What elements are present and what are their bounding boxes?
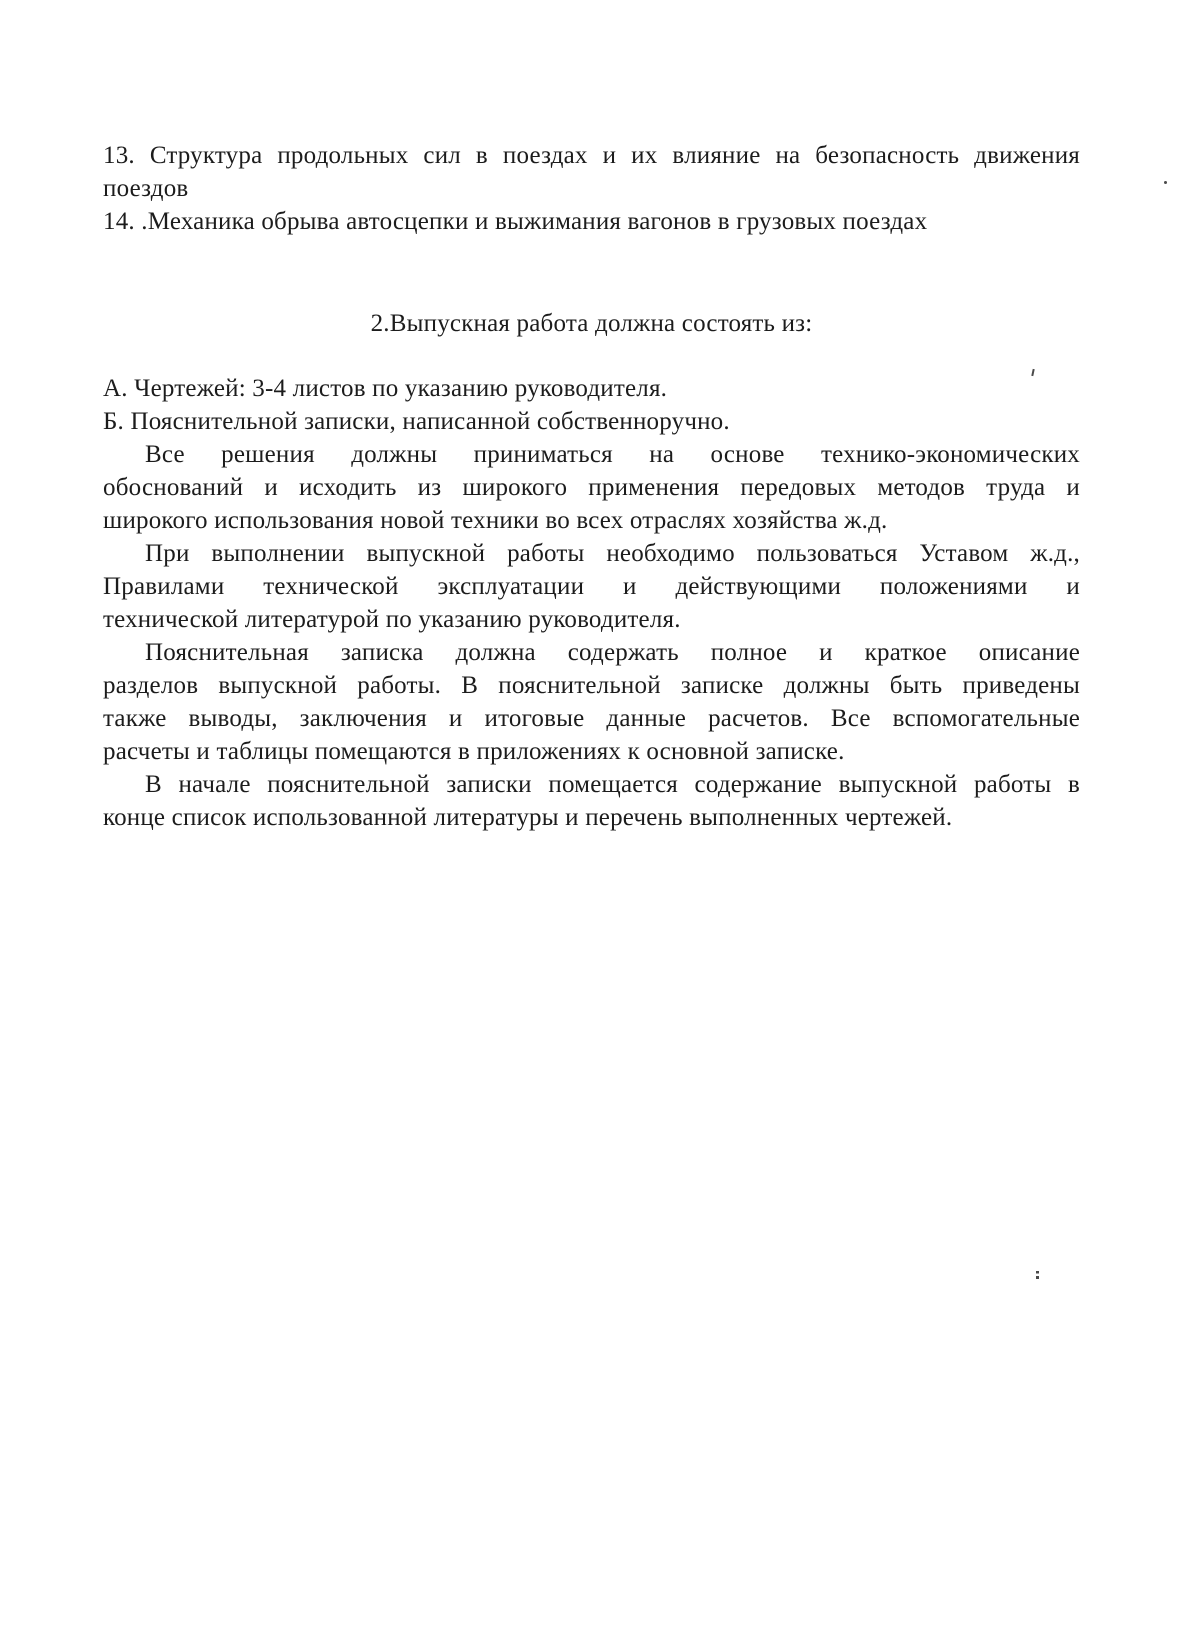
paragraph-3-line-4: расчеты и таблицы помещаются в приложениях к основной записке.	[103, 738, 845, 765]
list-item-13-line-2: поездов	[103, 175, 189, 202]
paragraph-3	[103, 636, 1080, 768]
scan-speck-3	[1036, 1271, 1039, 1279]
paragraph-1	[103, 438, 1080, 537]
paragraph-2-line-3: технической литературой по указанию руководителя.	[103, 606, 681, 633]
paragraph-3-line-1: Пояснительная записка должна содержать полное и краткое описание	[145, 639, 1080, 666]
paragraph-1-line-1: Все решения должны приниматься на основе технико-экономических	[145, 441, 1080, 468]
scan-speck-1	[1164, 181, 1167, 184]
paragraph-1-line-3: широкого использования новой техники во всех отраслях хозяйства ж.д.	[103, 507, 888, 534]
requirement-item-b: Б. Пояснительной записки, написанной собственноручно.	[103, 408, 730, 435]
page-content	[103, 139, 1080, 834]
paragraph-3-line-2: разделов выпускной работы. В пояснительной записке должны быть приведены	[103, 672, 1080, 699]
paragraph-2-line-1: При выполнении выпускной работы необходимо пользоваться Уставом ж.д.,	[145, 540, 1080, 567]
paragraph-4-line-1: В начале пояснительной записки помещается содержание выпускной работы в	[145, 771, 1080, 798]
paragraph-2	[103, 537, 1080, 636]
paragraph-1-line-2: обоснований и исходить из широкого применения передовых методов труда и	[103, 474, 1080, 501]
requirement-item-a: А. Чертежей: 3-4 листов по указанию руководителя.	[103, 375, 668, 402]
paragraph-2-line-2: Правилами технической эксплуатации и действующими положениями и	[103, 573, 1080, 600]
paragraph-3-line-3: также выводы, заключения и итоговые данные расчетов. Все вспомогательные	[103, 705, 1080, 732]
paragraph-4	[103, 768, 1080, 834]
paragraph-4-line-2: конце список использованной литературы и перечень выполненных чертежей.	[103, 804, 953, 831]
list-item-14: 14. .Механика обрыва автосцепки и выжимания вагонов в грузовых поездах	[103, 208, 928, 235]
list-item-13-line-1: 13. Структура продольных сил в поездах и их влияние на безопасность движения	[103, 142, 1080, 169]
section-heading: 2.Выпускная работа должна состоять из:	[370, 310, 813, 337]
